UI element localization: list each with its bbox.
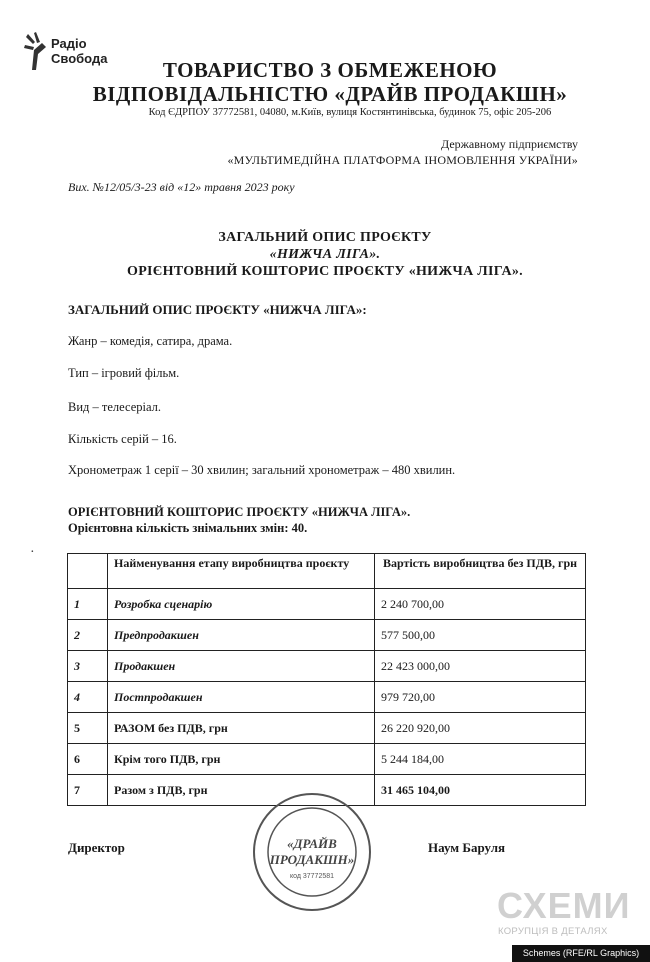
episodes-line: Кількість серій – 16. xyxy=(68,432,177,446)
description-heading: ЗАГАЛЬНИЙ ОПИС ПРОЄКТУ «НИЖЧА ЛІГА»: xyxy=(68,302,367,317)
row-num: 5 xyxy=(68,713,108,744)
logo-line2: Свобода xyxy=(51,51,108,66)
image-credit: Schemes (RFE/RL Graphics) xyxy=(512,945,650,962)
company-stamp xyxy=(250,790,375,915)
schemes-tagline: КОРУПЦІЯ В ДЕТАЛЯХ xyxy=(498,926,608,937)
row-stage: РАЗОМ без ПДВ, грн xyxy=(108,713,375,744)
director-label: Директор xyxy=(68,840,125,855)
table-row xyxy=(68,589,586,620)
table-row xyxy=(68,620,586,651)
header-cost: Вартість виробництва без ПДВ, грн xyxy=(375,554,586,589)
row-stage: Продакшен xyxy=(108,651,375,682)
outgoing-number: Вих. №12/05/3-23 від «12» травня 2023 року xyxy=(68,180,295,194)
document-title-line3: ОРІЄНТОВНИЙ КОШТОРИС ПРОЄКТУ «НИЖЧА ЛІГА». xyxy=(127,264,523,279)
budget-heading: ОРІЄНТОВНИЙ КОШТОРИС ПРОЄКТУ «НИЖЧА ЛІГА». xyxy=(68,505,411,519)
row-num: 2 xyxy=(68,620,108,651)
budget-table xyxy=(67,553,586,806)
row-num: 4 xyxy=(68,682,108,713)
row-num: 6 xyxy=(68,744,108,775)
row-cost: 5 244 184,00 xyxy=(375,744,586,775)
schemes-logo: СХЕМИ xyxy=(497,885,631,926)
document-title-line1: ЗАГАЛЬНИЙ ОПИС ПРОЄКТУ xyxy=(218,230,432,245)
svg-text:ПРОДАКШН»: ПРОДАКШН» xyxy=(269,852,355,867)
row-cost: 26 220 920,00 xyxy=(375,713,586,744)
table-header-row xyxy=(68,554,586,589)
row-cost: 31 465 104,00 xyxy=(375,775,586,806)
genre-line: Жанр – комедія, сатира, драма. xyxy=(68,334,233,348)
svg-text:код 37772581: код 37772581 xyxy=(289,873,335,880)
table-row xyxy=(68,651,586,682)
duration-line: Хронометраж 1 серії – 30 хвилин; загальний хронометраж – 480 хвилин. xyxy=(68,463,456,477)
row-stage: Крім того ПДВ, грн xyxy=(108,744,375,775)
row-num: 7 xyxy=(68,775,108,806)
company-name-line1: ТОВАРИСТВО З ОБМЕЖЕНОЮ xyxy=(162,58,498,82)
row-cost: 22 423 000,00 xyxy=(375,651,586,682)
document-title-line2: «НИЖЧА ЛІГА». xyxy=(269,247,381,262)
row-cost: 979 720,00 xyxy=(375,682,586,713)
table-row xyxy=(68,713,586,744)
row-num: 3 xyxy=(68,651,108,682)
table-row xyxy=(68,744,586,775)
row-num: 1 xyxy=(68,589,108,620)
company-requisites: Код ЄДРПОУ 37772581, 04080, м.Київ, вулиця Костянтинівська, будинок 75, офіс 205-206 xyxy=(148,107,552,118)
header-stage: Найменування етапу виробництва проєкту xyxy=(108,554,375,589)
company-name-line2: ВІДПОВІДАЛЬНІСТЮ «ДРАЙВ ПРОДАКШН» xyxy=(92,82,568,106)
row-cost: 2 240 700,00 xyxy=(375,589,586,620)
header-num xyxy=(68,554,108,589)
svg-text:«ДРАЙВ: «ДРАЙВ xyxy=(287,836,337,851)
recipient-line2: «МУЛЬТИМЕДІЙНА ПЛАТФОРМА ІНОМОВЛЕННЯ УКРАЇНИ» xyxy=(227,153,578,167)
row-stage: Предпродакшен xyxy=(108,620,375,651)
recipient-line1: Державному підприємству xyxy=(440,137,578,151)
row-stage: Постпродакшен xyxy=(108,682,375,713)
signer-name: Наум Баруля xyxy=(428,840,506,855)
row-stage: Разом з ПДВ, грн xyxy=(108,775,375,806)
type-line: Тип – ігровий фільм. xyxy=(68,366,180,380)
kind-line: Вид – телесеріал. xyxy=(68,400,161,414)
row-cost: 577 500,00 xyxy=(375,620,586,651)
table-row xyxy=(68,682,586,713)
logo-line1: Радіо xyxy=(51,36,87,51)
shifts-line: Орієнтовна кількість знімальних змін: 40. xyxy=(68,521,308,535)
stray-mark: · xyxy=(30,545,35,560)
row-stage: Розробка сценарію xyxy=(108,589,375,620)
